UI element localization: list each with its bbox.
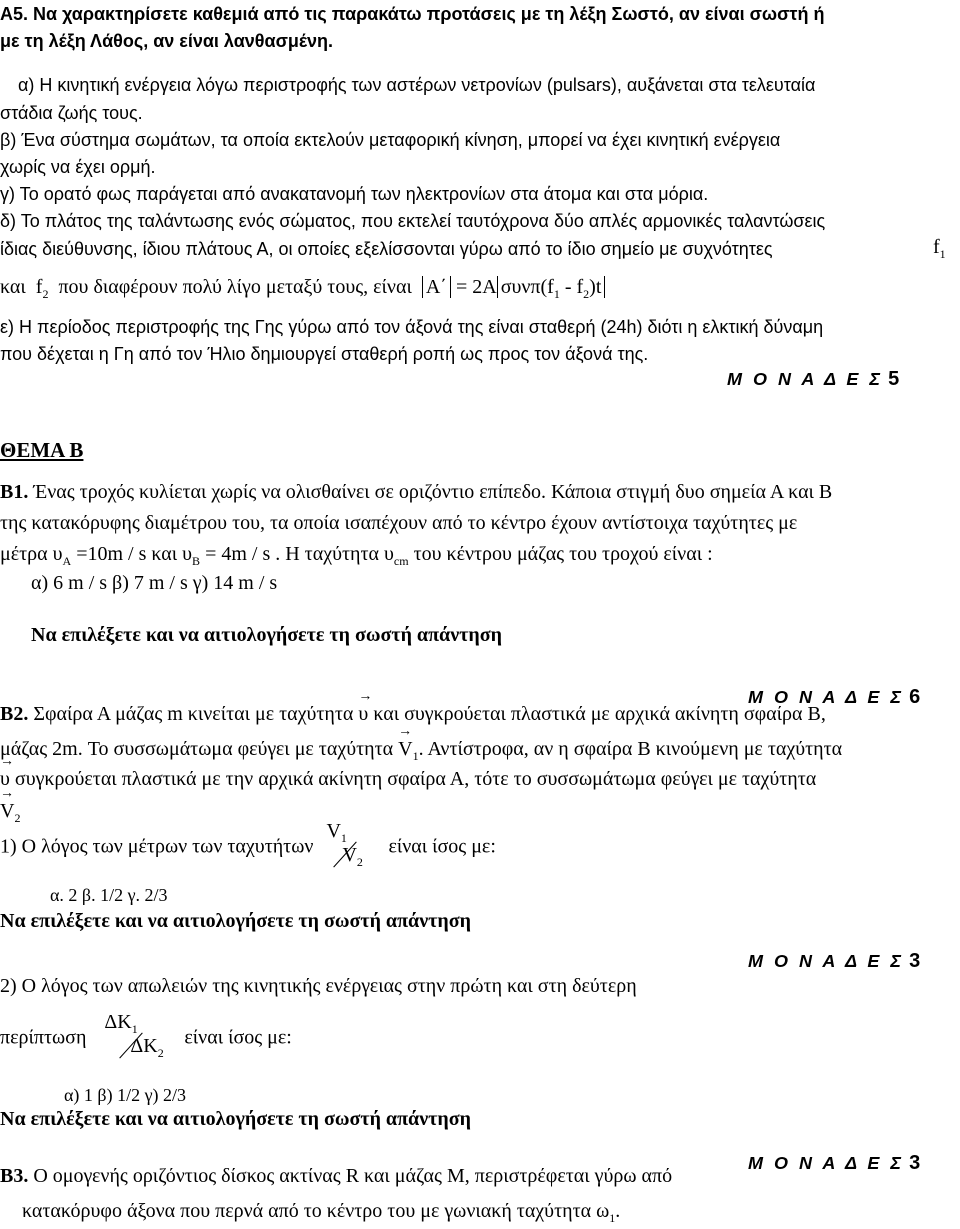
b2-question-1: 1) Ο λόγος των μέτρων των ταχυτήτων $V_1$ $V_2$ είναι ίσος με: <box>0 824 496 872</box>
velocity-v1-vector: → V <box>398 738 412 761</box>
b2-q1-instruction: Να επιλέξετε και να αιτιολογήσετε τη σωστή απάντηση <box>0 910 471 932</box>
b2-q1-options: α. 2 β. 1/2 γ. 2/3 <box>50 885 168 905</box>
amplitude-symbol: A΄ <box>422 276 451 298</box>
b2-question-2-line-2: περίπτωση $\Delta K_1$ $\Delta K_2$ είναι ίσος με: <box>0 1015 292 1063</box>
b1-line-2: της κατακόρυφης διαμέτρου του, τα οποία ισαπέχουν από το κέντρο έχουν αντίστοιχα ταχύτητες με <box>0 512 798 534</box>
frequency-f1: $f_1$ <box>933 236 946 261</box>
b2-line-1: Β2. Σφαίρα Α μάζας m κινείται με ταχύτητα → υ και συγκρούεται πλαστικά με αρχικά ακίνητη σφαίρα Β, <box>0 703 826 726</box>
statement-b-line-1: β) Ένα σύστημα σωμάτων, τα οποία εκτελούν μεταφορική κίνηση, μπορεί να έχει κινητική ενέργεια <box>0 130 781 150</box>
b2-q2-instruction: Να επιλέξετε και να αιτιολογήσετε τη σωστή απάντηση <box>0 1108 471 1130</box>
a5-marks: Μ Ο Ν Α Δ Ε Σ 5 <box>727 368 900 390</box>
b1-instruction: Να επιλέξετε και να αιτιολογήσετε τη σωστή απάντηση <box>31 624 502 646</box>
statement-b-line-2: χωρίς να έχει ορμή. <box>0 157 156 177</box>
b2-line-4: → $V_2$ <box>0 800 20 823</box>
velocity-ratio-fraction: $V_1$ $V_2$ <box>326 820 363 869</box>
b1-options: α) 6 m / s β) 7 m / s γ) 14 m / s <box>31 572 278 594</box>
statement-d-line-2: ίδιας διεύθυνσης, ίδιου πλάτους Α, οι οποίες εξελίσσονται γύρω από το ίδιο σημείο με συχνότητες <box>0 239 773 259</box>
statement-d-line-1: δ) Το πλάτος της ταλάντωσης ενός σώματος, που εκτελεί ταυτόχρονα δύο απλές αρμονικές ταλαντώσεις <box>0 211 826 231</box>
statement-e-line-1: ε) Η περίοδος περιστροφής της Γης γύρω από τον άξονά της είναι σταθερή (24h) διότι η ελκτική δύναμη <box>0 317 824 337</box>
statement-a-line-2: στάδια ζωής τους. <box>0 103 143 123</box>
b2-q1-marks: Μ Ο Ν Α Δ Ε Σ 3 <box>748 950 921 972</box>
statement-c-line-1: γ) Το ορατό φως παράγεται από ανακατανομή των ηλεκτρονίων στα άτομα και στα μόρια. <box>0 184 709 204</box>
b2-q2-options: α) 1 β) 1/2 γ) 2/3 <box>64 1085 187 1105</box>
b3-line-1: Β3. Ο ομογενής οριζόντιος δίσκος ακτίνας R και μάζας Μ, περιστρέφεται γύρω από <box>0 1165 673 1187</box>
b1-line-3: μέτρα $\upsilon_A =10m / s$ και $\upsilon_B = 4m / s$ . Η ταχύτητα $\upsilon_{cm}$ του κέντρου μάζας του τροχού είναι : <box>0 543 713 568</box>
a5-heading-line-2: με τη λέξη Λάθος, αν είναι λανθασμένη. <box>0 31 334 51</box>
b1-line-1: Β1. Ένας τροχός κυλίεται χωρίς να ολισθαίνει σε οριζόντιο επίπεδο. Κάποια στιγμή δυο σημεία Α και Β <box>0 481 833 503</box>
velocity-u-vector-2: → υ <box>0 768 10 791</box>
statement-d-line-3: και $f_2$ που διαφέρουν πολύ λίγο μεταξύ τους, είναι A΄ = 2A $\sigma\upsilon\nu\pi(f_1 - f_2)t$ <box>0 276 605 299</box>
cosine-term: $\sigma\upsilon\nu\pi(f_1 - f_2)t$ <box>497 276 605 298</box>
statement-a-line-1: α) Η κινητική ενέργεια λόγω περιστροφής των αστέρων νετρονίων (pulsars), αυξάνεται στα τελευταία <box>18 75 816 95</box>
theme-b-title: ΘΕΜΑ Β <box>0 438 84 462</box>
b2-q2-marks: Μ Ο Ν Α Δ Ε Σ 3 <box>748 1152 921 1174</box>
statement-e-line-2: που δέχεται η Γη από τον Ήλιο δημιουργεί σταθερή ροπή ως προς τον άξονά της. <box>0 344 649 364</box>
velocity-v2-vector: → V <box>0 800 14 823</box>
b2-line-2: μάζας 2m. Το συσσωμάτωμα φεύγει με $\tau\alpha\chi ύ\tau\eta\tau\alpha \to V_1$. Αντίστροφα, αν η σφαίρα Β κινούμενη με ταχύτητα <box>0 738 842 761</box>
energy-loss-ratio-fraction: $\Delta K_1$ $\Delta K_2$ <box>104 1011 164 1060</box>
b3-line-2: κατακόρυφο άξονα που περνά από το κέντρο του με γωνιακή ταχύτητα $\omega_1$. <box>22 1200 621 1225</box>
velocity-u-vector: → υ <box>358 703 368 726</box>
a5-heading-line-1: A5. Να χαρακτηρίσετε καθεμιά από τις παρακάτω προτάσεις με τη λέξη Σωστό, αν είναι σωστή ή <box>0 4 825 24</box>
b1-marks: Μ Ο Ν Α Δ Ε Σ 6 <box>748 686 921 708</box>
b2-line-3: → υ συγκρούεται πλαστικά με την αρχικά ακίνητη σφαίρα Α, τότε το συσσωμάτωμα φεύγει με ταχύτητα <box>0 768 816 791</box>
b2-question-2-line-1: 2) Ο λόγος των απωλειών της κινητικής ενέργειας στην πρώτη και στη δεύτερη <box>0 975 637 997</box>
